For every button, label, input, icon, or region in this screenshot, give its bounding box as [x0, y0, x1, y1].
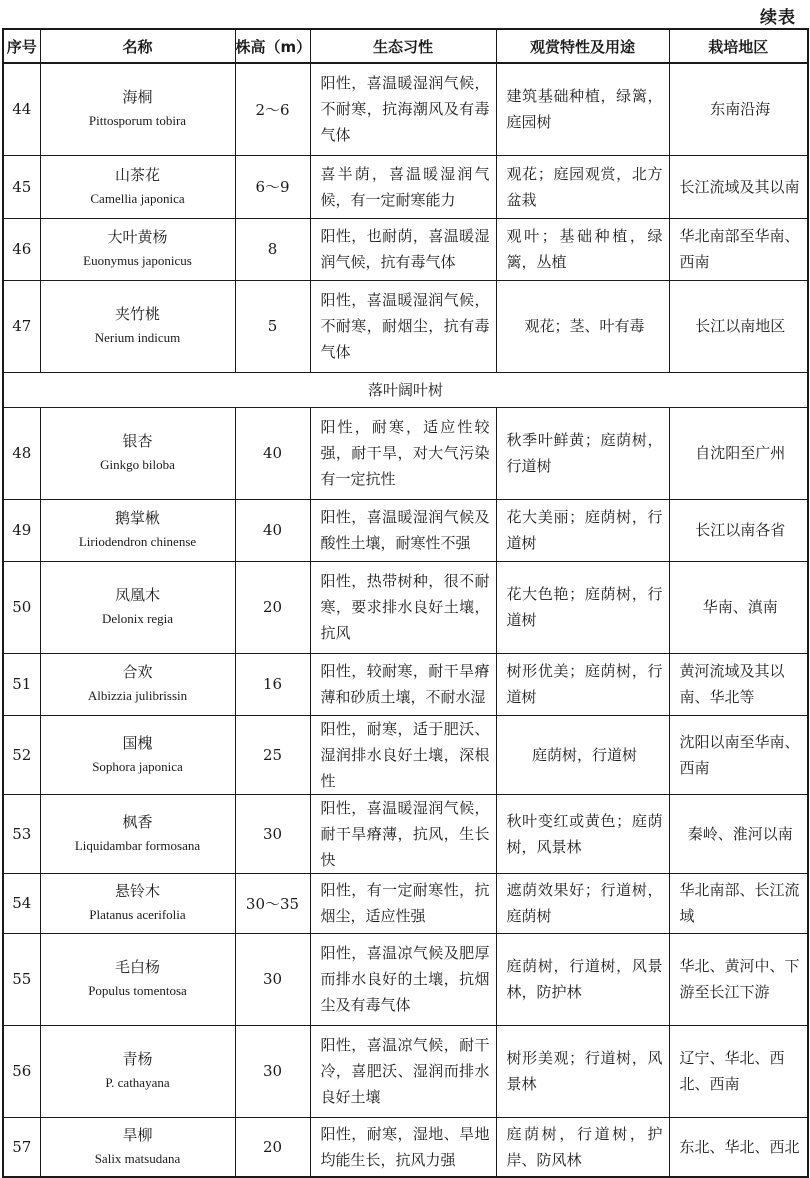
plant-height: 16 [235, 653, 310, 715]
name-chinese: 毛白杨 [114, 958, 160, 976]
region-text: 东北、华北、西北 [669, 1117, 808, 1177]
table-row [3, 499, 808, 561]
table-row [3, 63, 808, 155]
continued-table-note: 续表 [760, 8, 796, 28]
table-header-row [3, 29, 808, 63]
name-latin: Camellia japonica [90, 190, 185, 206]
table-row [3, 561, 808, 653]
name-latin: Nerium indicum [94, 330, 181, 345]
row-number: 51 [3, 653, 40, 715]
name-chinese: 国槐 [122, 733, 153, 752]
plant-name [40, 873, 235, 933]
ecology-text: 阳性，喜温暖湿润气候，不耐寒，抗海潮风及有毒气体 [310, 63, 496, 155]
region-text: 自沈阳至广州 [669, 407, 808, 499]
table-row [3, 218, 808, 280]
region-text: 长江以南各省 [669, 499, 808, 561]
region-text: 华北、黄河中、下游至长江下游 [669, 933, 808, 1025]
table-row [3, 155, 808, 218]
table-row [3, 715, 808, 794]
plant-name [40, 280, 235, 372]
plant-name [40, 407, 235, 499]
plant-name [40, 1025, 235, 1117]
use-text: 庭荫树，行道树，风景林，防护林 [496, 933, 669, 1025]
table-row [3, 873, 808, 933]
row-number: 54 [3, 873, 40, 933]
name-chinese: 银杏 [122, 432, 153, 450]
region-text: 沈阳以南至华南、西南 [669, 715, 808, 794]
name-latin: Platanus acerifolia [89, 907, 186, 922]
name-latin: Ginkgo biloba [100, 457, 175, 472]
ecology-text: 阳性，耐寒，适应性较强，耐干旱，对大气污染有一定抗性 [310, 407, 496, 499]
use-text: 观叶；基础种植，绿篱，丛植 [496, 218, 669, 280]
row-number: 45 [3, 155, 40, 218]
row-number: 48 [3, 407, 40, 499]
plant-height: 5 [235, 280, 310, 372]
col-header-number: 序号 [3, 29, 40, 63]
section-row [3, 372, 808, 407]
use-text: 秋叶变红或黄色；庭荫树，风景林 [496, 794, 669, 873]
plant-name [40, 794, 235, 873]
plant-height: 30 [235, 1025, 310, 1117]
table-row [3, 1025, 808, 1117]
name-chinese: 山茶花 [114, 165, 160, 184]
plant-height: 25 [235, 715, 310, 794]
region-text: 秦岭、淮河以南 [669, 794, 808, 873]
row-number: 55 [3, 933, 40, 1025]
use-text: 庭荫树，行道树 [496, 715, 669, 794]
use-text: 观花；庭园观赏，北方盆栽 [496, 155, 669, 218]
region-text: 华北南部、长江流域 [669, 873, 808, 933]
name-latin: Populus tomentosa [88, 983, 187, 998]
ecology-text: 阳性，喜温暖湿润气候，耐干旱瘠薄，抗风，生长快 [310, 794, 496, 873]
plant-height: 20 [235, 1117, 310, 1177]
ecology-text: 阳性，有一定耐寒性，抗烟尘，适应性强 [310, 873, 496, 933]
name-chinese: 大叶黄杨 [107, 228, 168, 246]
name-chinese: 枫香 [122, 812, 153, 831]
col-header-name: 名称 [40, 29, 235, 63]
plant-name [40, 715, 235, 794]
plant-name [40, 155, 235, 218]
plant-height: 30 [235, 794, 310, 873]
row-number: 52 [3, 715, 40, 794]
region-text: 长江流域及其以南 [669, 155, 808, 218]
name-latin: Albizzia julibrissin [87, 688, 188, 703]
col-header-ecology: 生态习性 [310, 29, 496, 63]
section-title: 落叶阔叶树 [3, 372, 808, 407]
ecology-text: 阳性，喜温暖湿润气候及酸性土壤，耐寒性不强 [310, 499, 496, 561]
region-text: 辽宁、华北、西北、西南 [669, 1025, 808, 1117]
region-text: 长江以南地区 [669, 280, 808, 372]
name-chinese: 夹竹桃 [114, 305, 160, 323]
name-latin: Delonix regia [101, 611, 174, 626]
name-latin: Salix matsudana [94, 1150, 181, 1166]
plant-height: 30 [235, 933, 310, 1025]
name-chinese: 旱柳 [122, 1125, 153, 1144]
plant-height: 40 [235, 407, 310, 499]
ecology-text: 阳性，较耐寒，耐干旱瘠薄和砂质土壤，不耐水湿 [310, 653, 496, 715]
name-chinese: 合欢 [122, 663, 153, 681]
ecology-text: 阳性，喜温暖湿润气候，不耐寒，耐烟尘，抗有毒气体 [310, 280, 496, 372]
name-latin: Pittosporum tobira [88, 113, 187, 129]
table-row [3, 407, 808, 499]
ecology-text: 阳性，也耐荫，喜温暖湿润气候，抗有毒气体 [310, 218, 496, 280]
name-latin: Liriodendron chinense [78, 534, 197, 549]
name-chinese: 海桐 [122, 88, 153, 107]
use-text: 遮荫效果好；行道树，庭荫树 [496, 873, 669, 933]
row-number: 44 [3, 63, 40, 155]
name-chinese: 鹅掌楸 [114, 509, 160, 527]
ecology-text: 阳性，热带树种，很不耐寒，要求排水良好土壤，抗风 [310, 561, 496, 653]
table-row [3, 280, 808, 372]
use-text: 庭荫树，行道树，护岸、防风林 [496, 1117, 669, 1177]
ecology-text: 喜半荫，喜温暖湿润气候，有一定耐寒能力 [310, 155, 496, 218]
name-chinese: 悬铃木 [114, 882, 160, 900]
row-number: 47 [3, 280, 40, 372]
plant-height: 2～6 [235, 63, 310, 155]
plant-height: 6～9 [235, 155, 310, 218]
region-text: 华北南部至华南、西南 [669, 218, 808, 280]
use-text: 建筑基础种植，绿篱，庭园树 [496, 63, 669, 155]
table-row [3, 933, 808, 1025]
ecology-text: 阳性，喜温凉气候，耐干冷，喜肥沃、湿润而排水良好土壤 [310, 1025, 496, 1117]
use-text: 树形优美；庭荫树，行道树 [496, 653, 669, 715]
plant-name [40, 653, 235, 715]
plant-name [40, 63, 235, 155]
col-header-use: 观赏特性及用途 [496, 29, 669, 63]
col-header-height: 株高（m） [235, 29, 310, 63]
plant-name [40, 561, 235, 653]
plant-name [40, 933, 235, 1025]
plant-height: 30～35 [235, 873, 310, 933]
row-number: 46 [3, 218, 40, 280]
use-text: 花大色艳；庭荫树，行道树 [496, 561, 669, 653]
row-number: 50 [3, 561, 40, 653]
row-number: 57 [3, 1117, 40, 1177]
use-text: 观花；茎、叶有毒 [496, 280, 669, 372]
ecology-text: 阳性，喜温凉气候及肥厚而排水良好的土壤，抗烟尘及有毒气体 [310, 933, 496, 1025]
plant-table [2, 28, 809, 1178]
plant-name [40, 218, 235, 280]
ecology-text: 阳性，耐寒，适于肥沃、湿润排水良好土壤，深根性 [310, 715, 496, 794]
region-text: 黄河流域及其以南、华北等 [669, 653, 808, 715]
name-chinese: 凤凰木 [114, 586, 160, 604]
table-row [3, 794, 808, 873]
plant-height: 20 [235, 561, 310, 653]
ecology-text: 阳性，耐寒，湿地、旱地均能生长，抗风力强 [310, 1117, 496, 1177]
use-text: 树形美观；行道树，风景林 [496, 1025, 669, 1117]
name-latin: P. cathayana [105, 1075, 170, 1090]
table-row [3, 1117, 808, 1177]
row-number: 56 [3, 1025, 40, 1117]
plant-height: 8 [235, 218, 310, 280]
plant-name [40, 499, 235, 561]
name-chinese: 青杨 [122, 1050, 153, 1068]
col-header-region: 栽培地区 [669, 29, 808, 63]
use-text: 秋季叶鲜黄；庭荫树，行道树 [496, 407, 669, 499]
row-number: 53 [3, 794, 40, 873]
name-latin: Liquidambar formosana [74, 837, 201, 853]
plant-name [40, 1117, 235, 1177]
name-latin: Euonymus japonicus [83, 253, 192, 268]
plant-height: 40 [235, 499, 310, 561]
name-latin: Sophora japonica [92, 758, 183, 774]
row-number: 49 [3, 499, 40, 561]
region-text: 东南沿海 [669, 63, 808, 155]
table-row [3, 653, 808, 715]
use-text: 花大美丽；庭荫树，行道树 [496, 499, 669, 561]
region-text: 华南、滇南 [669, 561, 808, 653]
